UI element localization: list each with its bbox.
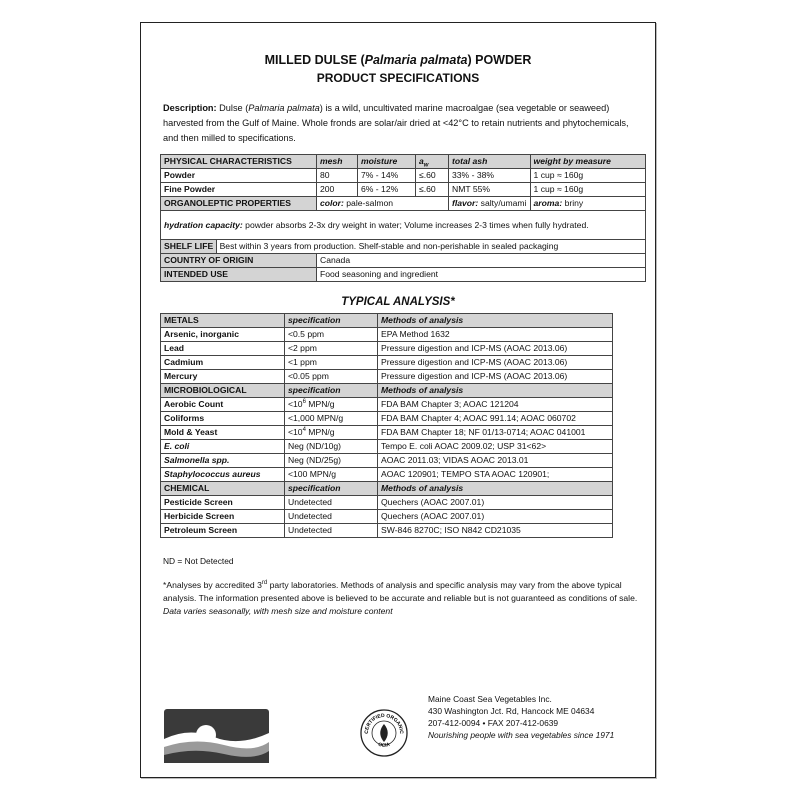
section-header-row: METALS specification Methods of analysis <box>161 314 613 328</box>
company-name: Maine Coast Sea Vegetables Inc. <box>428 694 552 704</box>
company-logo <box>164 709 269 763</box>
table-row: Salmonella spp. Neg (ND/25g) AOAC 2011.03; VIDAS AOAC 2013.01 <box>161 454 613 468</box>
table-row: Aerobic Count $<10^6$ MPN/g FDA BAM Chapter 3; AOAC 121204 <box>161 398 613 412</box>
shelf-life-row: SHELF LIFE Best within 3 years from production. Shelf-stable and non-perishable in sealed packaging <box>161 240 646 254</box>
footnote: *Analyses by accredited 3rd party laboratories. Methods of analysis and specific analysis may vary from the above typical analysis. The information presented above is believed to be accurate and reliable but is not guaranteed as conditions of sale. Data varies seasonally, with mesh size and moisture content <box>163 580 638 616</box>
company-phone: 207-412-0094 • FAX 207-412-0639 <box>428 718 559 728</box>
table-row: E. coli Neg (ND/10g) Tempo E. coli AOAC 2009.02; USP 31<62> <box>161 440 613 454</box>
physical-header-row: PHYSICAL CHARACTERISTICS mesh moisture $a_w$ total ash weight by measure <box>161 155 646 169</box>
table-row: Mold & Yeast $<10^4$ MPN/g FDA BAM Chapter 18; NF 01/13-0714; AOAC 041001 <box>161 426 613 440</box>
svg-text:OCIA: OCIA <box>377 741 391 749</box>
organic-seal <box>359 708 409 758</box>
company-address: 430 Washington Jct. Rd, Hancock ME 04634 <box>428 706 595 716</box>
origin-row: COUNTRY OF ORIGIN Canada <box>161 254 646 268</box>
table-row: Petroleum Screen Undetected SW-846 8270C; ISO N842 CD21035 <box>161 524 613 538</box>
description: Description: Dulse (Palmaria palmata) is a wild, uncultivated marine macroalgae (sea vegetable or seaweed) harvested from the Gulf of Maine. Whole fronds are solar/air dried at <42°C to retain nutrients and phytochemicals, and then milled to specifications. <box>163 103 629 143</box>
document-subtitle: PRODUCT SPECIFICATIONS <box>316 71 480 85</box>
table-row: Coliforms <1,000 MPN/g FDA BAM Chapter 4; AOAC 991.14; AOAC 060702 <box>161 412 613 426</box>
table-row: Lead <2 ppm Pressure digestion and ICP-MS (AOAC 2013.06) <box>161 342 613 356</box>
organoleptic-row: ORGANOLEPTIC PROPERTIES color: pale-salmon flavor: salty/umami aroma: briny <box>161 197 646 211</box>
table-row: Fine Powder 200 6% - 12% ≤.60 NMT 55% 1 cup ≈ 160g <box>161 183 646 197</box>
nd-note: ND = Not Detected <box>163 556 234 566</box>
typical-analysis-title: TYPICAL ANALYSIS* <box>341 296 455 308</box>
table-row: Herbicide Screen Undetected Quechers (AOAC 2007.01) <box>161 510 613 524</box>
spec-sheet <box>140 22 656 778</box>
table-row: Mercury <0.05 ppm Pressure digestion and ICP-MS (AOAC 2013.06) <box>161 370 613 384</box>
table-row: Staphylococcus aureus <100 MPN/g AOAC 120901; TEMPO STA AOAC 120901; <box>161 468 613 482</box>
table-row: Cadmium <1 ppm Pressure digestion and ICP-MS (AOAC 2013.06) <box>161 356 613 370</box>
intended-use-row: INTENDED USE Food seasoning and ingredient <box>161 268 646 282</box>
table-row: Powder 80 7% - 14% ≤.60 33% - 38% 1 cup ≈ 160g <box>161 169 646 183</box>
physical-characteristics-table <box>160 154 646 282</box>
table-row: Pesticide Screen Undetected Quechers (AOAC 2007.01) <box>161 496 613 510</box>
typical-analysis-table <box>160 313 613 538</box>
section-header-row: MICROBIOLOGICAL specification Methods of analysis <box>161 384 613 398</box>
company-tagline: Nourishing people with sea vegetables since 1971 <box>428 730 615 740</box>
company-info <box>428 693 614 741</box>
table-row: Arsenic, inorganic <0.5 ppm EPA Method 1632 <box>161 328 613 342</box>
section-header-row: CHEMICAL specification Methods of analysis <box>161 482 613 496</box>
document-title: MILLED DULSE (Palmaria palmata) POWDER <box>264 53 532 67</box>
hydration-row: hydration capacity: powder absorbs 2-3x dry weight in water; Volume increases 2-3 times when fully hydrated. <box>161 211 646 240</box>
leaf-icon <box>380 724 388 742</box>
svg-text:CERTIFIED ORGANIC: CERTIFIED ORGANIC <box>363 712 405 734</box>
